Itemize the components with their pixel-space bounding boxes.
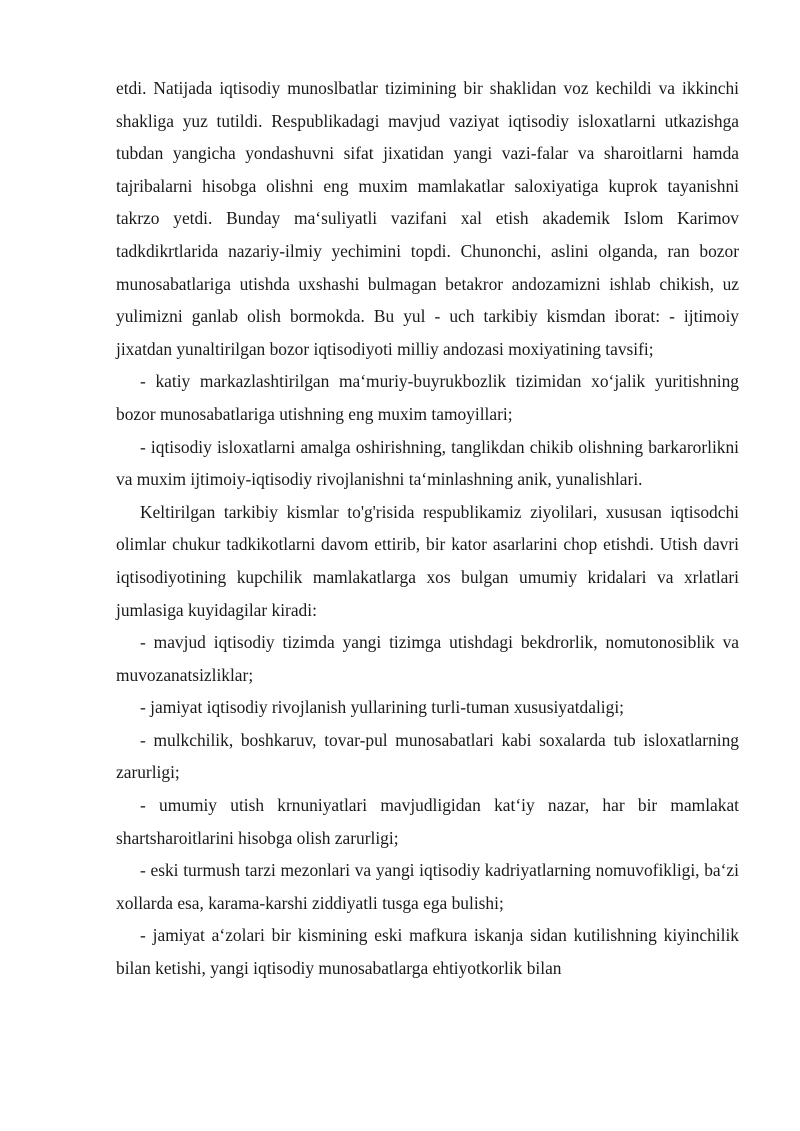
list-item-country-conditions: - umumiy utish krnuniyatlari mavjudligidan kat‘iy nazar, har bir mamlakat shartsharoitlarini hisobga olish zarurligi; — [116, 795, 739, 848]
document-page — [116, 72, 739, 985]
list-item-values-mismatch: - eski turmush tarzi mezonlari va yangi iqtisodiy kadriyatlarning nomuvofikligi, ba‘zi xollarda esa, karama-karshi ziddiyatli tusga ega bulishi; — [116, 860, 739, 913]
list-item-development-paths: - jamiyat iqtisodiy rivojlanish yullarining turli-tuman xususiyatdaligi; — [140, 697, 624, 718]
list-item-centralized-transition: - katiy markazlashtirilgan ma‘muriy-buyrukbozlik tizimidan xo‘jalik yuritishning bozor munosabatlariga utishning eng muxim tamoyillari; — [116, 371, 739, 424]
paragraph-transition-features: Keltirilgan tarkibiy kismlar to'g'risida respublikamiz ziyolilari, xususan iqtisodchi olimlar chukur tadkikotlarni davom ettirib, bir kator asarlarini chop etishdi. Utish davri iqtisodiyotining kupchilik mamlakatlarga xos bulgan umumiy kridalari va xrlatlari jumlasiga kuyidagilar kiradi: — [116, 501, 739, 620]
list-item-fundamental-reforms: - mulkchilik, boshkaruv, tovar-pul munosabatlari kabi soxalarda tub isloxatlarning zarurligi; — [116, 729, 739, 783]
list-item-imbalances: - mavjud iqtisodiy tizimda yangi tizimga utishdagi bekdrorlik, nomutonosiblik va muvozanatsizliklar; — [116, 632, 739, 685]
list-item-reform-directions: - iqtisodiy isloxatlarni amalga oshirishning, tanglikdan chikib olishning barkarorlikni va muxim ijtimoiy-iqtisodiy rivojlanishni ta‘minlashning anik, yunalishlari. — [116, 436, 739, 490]
list-item-old-ideology: - jamiyat a‘zolari bir kismining eski mafkura iskanja sidan kutilishning kiyinchilik bilan ketishi, yangi iqtisodiy munosabatlarga ehtiyotkorlik bilan — [116, 925, 739, 979]
paragraph-intro: etdi. Natijada iqtisodiy munoslbatlar tizimining bir shaklidan voz kechildi va ikkinchi shakliga yuz tutildi. Respublikadagi mavjud vaziyat iqtisodiy isloxatlarni utkazishga tubdan yangicha yondashuvni sifat jixatidan yangi vazi-falar va sharoitlarni hamda tajribalarni hisobga olishni eng muxim mamlakatlar saloxiyatiga kuprok tayanishni takrzo yetdi. Bunday ma‘suliyatli vazifani xal etish akademik Islom Karimov tadkdikrtlarida nazariy-ilmiy yechimini topdi. Chunonchi, aslini olganda, ran bozor munosabatlariga utishda uxshashi bulmagan betakror andozamizni ishlab chikish, uz yulimizni ganlab olish bormokda. Bu yul - uch tarkibiy kismdan iborat: - ijtimoiy jixatdan yunaltirilgan bozor iqtisodiyoti milliy andozasi moxiyatining tavsifi; — [116, 78, 739, 359]
